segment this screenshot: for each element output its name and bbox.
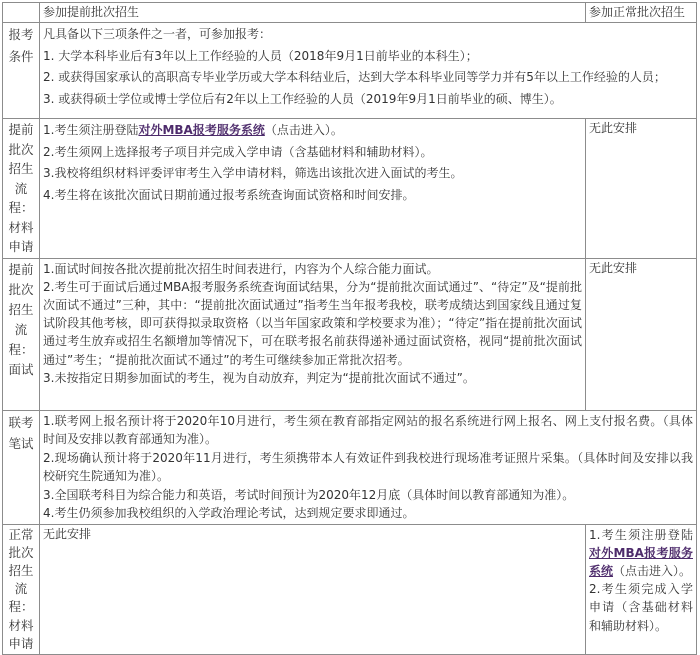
written-exam-content — [40, 410, 697, 524]
row-eligibility — [3, 23, 697, 119]
row-label-eligibility: 报考 条件 — [3, 23, 40, 119]
early-interview-item-1: 1.面试时间按各批次提前批次招生时间表进行，内容为个人综合能力面试。 — [43, 261, 439, 276]
early-interview-content — [40, 258, 586, 410]
written-exam-item-4: 4.考生仍须参加我校组织的入学政治理论考试，达到规定要求即通过。 — [43, 506, 415, 520]
header-row — [3, 3, 697, 23]
early-interview-regular: 无此安排 — [586, 258, 697, 410]
row-label-regular-materials: 正常 批次 招生 流 程： 材料 申请 — [3, 524, 40, 654]
early-materials-content — [40, 119, 586, 259]
eligibility-content — [40, 23, 697, 119]
early-materials-item-2: 2.考生须网上选择报考子项目并完成入学申请（含基础材料和辅助材料）。 — [43, 144, 433, 159]
early-materials-item-1: 1.考生须注册登陆对外MBA报考服务系统（点击进入）。 — [43, 123, 343, 137]
written-exam-item-3: 3.全国联考科目为综合能力和英语，考试时间预计为2020年12月底（具体时间以教育部通知为准）。 — [43, 487, 575, 502]
mba-service-system-link[interactable]: 对外MBA报考服务系统 — [138, 123, 265, 137]
header-regular-batch: 参加正常批次招生 — [586, 3, 697, 23]
early-materials-item-4: 4.考生将在该批次面试日期前通过报考系统查询面试资格和时间安排。 — [43, 187, 415, 202]
row-regular-materials — [3, 524, 697, 654]
regular-materials-item-1: 1.考生须注册登陆对外MBA报考服务系统（点击进入）。 — [589, 527, 693, 578]
header-early-batch: 参加提前批次招生 — [40, 3, 586, 23]
eligibility-item-3: 3. 或获得硕士学位或博士学位后有2年以上工作经验的人员（2019年9月1日前毕业的硕、博生）。 — [43, 91, 562, 106]
eligibility-intro: 凡具备以下三项条件之一者，可参加报考： — [43, 27, 272, 41]
eligibility-item-1: 1. 大学本科毕业后有3年以上工作经验的人员（2018年9月1日前毕业的本科生）； — [43, 48, 478, 63]
written-exam-item-1: 1.联考网上报名预计将于2020年10月进行，考生须在教育部指定网站的报名系统进行网上报名、网上支付报名费。（具体时间及安排以教育部通知为准）。 — [43, 413, 693, 446]
row-early-materials — [3, 119, 697, 259]
row-label-early-interview: 提前 批次 招生 流 程： 面试 — [3, 258, 40, 410]
written-exam-item-2: 2.现场确认预计将于2020年11月进行，考生须携带本人有效证件到我校进行现场准考证照片采集。（具体时间及安排以我校研究生院通知为准）。 — [43, 450, 693, 483]
early-materials-regular: 无此安排 — [586, 119, 697, 259]
header-corner-cell — [3, 3, 40, 23]
regular-materials-item-2: 2.考生须完成入学申请（含基础材料和辅助材料）。 — [589, 582, 693, 633]
regular-materials-early: 无此安排 — [40, 524, 586, 654]
early-interview-item-3: 3.未按指定日期参加面试的考生，视为自动放弃，判定为“提前批次面试不通过”。 — [43, 370, 475, 385]
row-early-interview — [3, 258, 697, 410]
row-label-written-exam: 联考 笔试 — [3, 410, 40, 524]
eligibility-item-2: 2. 或获得国家承认的高职高专毕业学历或大学本科结业后，达到大学本科毕业同等学力并有5年以上工作经验的人员； — [43, 70, 666, 84]
early-interview-item-2: 2.考生可于面试后通过MBA报考服务系统查询面试结果，分为“提前批次面试通过”、“待定”及“提前批次面试不通过”三种，其中：“提前批次面试通过”指考生当年报考我校，联考成绩达到国家线且通过复试阶段其他考核，即可获得拟录取资格（以当年国家政策和学校要求为准）；“待定”指在提前批次面试通过考生放弃或招生名额增加等情况下，可在联考报名前获得递补通过面试资格，视同“提前批次面试通过”考生；“提前批次面试不通过”的考生可继续参加正常批次招考。 — [43, 279, 582, 367]
mba-service-system-link-regular[interactable]: 对外MBA报考服务系统 — [589, 545, 693, 578]
row-label-early-materials: 提前 批次 招生 流 程： 材料 申请 — [3, 119, 40, 259]
row-written-exam — [3, 410, 697, 524]
admission-table — [2, 2, 697, 655]
regular-materials-content — [586, 524, 697, 654]
early-materials-item-3: 3.我校将组织材料评委评审考生入学申请材料，筛选出该批次进入面试的考生。 — [43, 166, 463, 180]
